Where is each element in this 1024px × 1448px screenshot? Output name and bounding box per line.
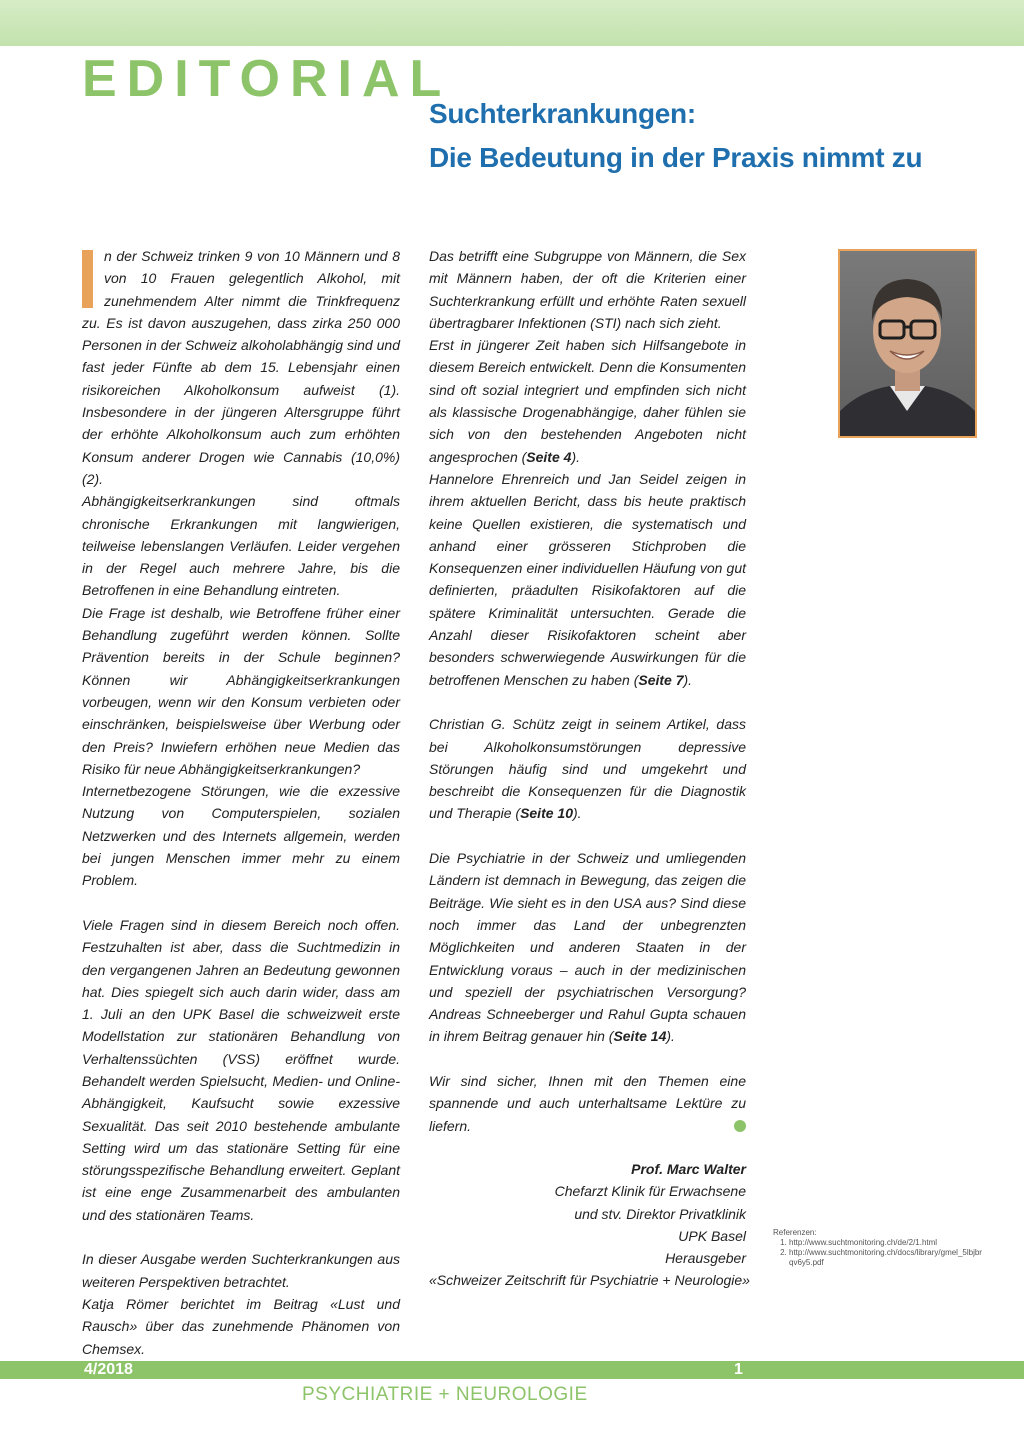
paragraph: Das betrifft eine Subgruppe von Männern, die Sex mit Männern haben, der oft die Kriterien einer Suchterkrankung erfüllt und erhöhte Raten sexuell übertragbarer Infektionen (STI) nach sich zieht. [429, 248, 746, 331]
page-reference: Seite 4 [526, 448, 572, 465]
title-line-2: Die Bedeutung in der Praxis nimmt zu [429, 142, 923, 173]
page-number: 1 [734, 1361, 743, 1378]
title-line-1: Suchterkrankungen: [429, 98, 696, 129]
author-institution: UPK Basel [678, 1227, 746, 1244]
author-role: Chefarzt Klinik für Erwachsene [554, 1183, 746, 1200]
references-heading: Referenzen: [773, 1228, 817, 1237]
paragraph: Viele Fragen sind in diesem Bereich noch offen. Festzuhalten ist aber, dass die Suchtmedizin in den vergangenen Jahren an Bedeutung gewonnen hat. Dies spiegelt sich auch darin wider, dass am 1. Juli an den UPK Basel die schweizweit erste Modellstation zur stationären Behandlung von Verhaltenssüchten (VSS) eröffnet wurde. Behandelt werden Spielsucht, Medien- und Online-Abhängigkeit, Kaufsucht sowie exzessive Sexualität. Das seit 2010 bestehende ambulante Setting wird um das stationäre Setting für eine störungsspezifische Behandlung erweitert. Geplant ist eine enge Zusammenarbeit des ambulanten und des stationären Teams. [82, 916, 400, 1223]
author-name: Prof. Marc Walter [631, 1161, 746, 1177]
reference-item[interactable]: 1. http://www.suchtmonitoring.ch/de/2/1.html [789, 1238, 983, 1248]
paragraph: Wir sind sicher, Ihnen mit den Themen eine spannende und auch unterhaltsame Lektüre zu liefern. [429, 1072, 746, 1134]
journal-footer-title: PSYCHIATRIE + NEUROLOGIE [302, 1384, 588, 1405]
paragraph: Katja Römer berichtet im Beitrag «Lust und Rausch» über das zunehmende Phänomen von Chemsex. [82, 1295, 400, 1357]
paragraph: Christian G. Schütz zeigt in seinem Artikel, dass bei Alkoholkonsumstörungen depressive Störungen häufig sind und umgekehrt und beschreibt die Konsequenzen für die Diagnostik und Therapie (Seite 10). [429, 716, 746, 822]
issue-number: 4/2018 [84, 1361, 133, 1378]
page-reference: Seite 7 [638, 671, 684, 688]
page-reference: Seite 14 [613, 1028, 667, 1045]
references-list [773, 1238, 983, 1268]
journal-name: «Schweizer Zeitschrift für Psychiatrie + Neurologie» [429, 1272, 750, 1289]
article-title [429, 92, 922, 180]
reference-item[interactable]: 2. http://www.suchtmonitoring.ch/docs/library/gmel_5lbjbrqv6y5.pdf [789, 1248, 983, 1268]
paragraph: n der Schweiz trinken 9 von 10 Männern und 8 von 10 Frauen gelegentlich Alkohol, mit zunehmendem Alter nimmt die Trinkfrequenz zu. Es ist davon auszugehen, dass zirka 250 000 Personen in der Schweiz alkoholabhängig sind und fast jeder Fünfte ab dem 15. Lebensjahr einen risikoreichen Alkoholkonsum aufweist (1). Insbesondere in der jüngeren Altersgruppe führt der erhöhte Alkoholkonsum auch zum erhöhten Konsum anderer Drogen wie Cannabis (10,0%) (2). [82, 248, 400, 487]
author-photo [838, 249, 977, 438]
paragraph: In dieser Ausgabe werden Suchterkrankungen aus weiteren Perspektiven betrachtet. [82, 1251, 400, 1290]
dropcap-letter [82, 250, 93, 308]
section-label: EDITORIAL [82, 50, 452, 108]
paragraph: Abhängigkeitserkrankungen sind oftmals chronische Erkrankungen mit langwierigen, teilweise lebenslangen Verläufen. Leider vergehen in der Regel auch mehrere Jahre, bis die Betroffenen in eine Behandlung eintreten. [82, 493, 400, 599]
paragraph: Die Psychiatrie in der Schweiz und umliegenden Ländern ist demnach in Bewegung, das zeigen die Beiträge. Wie sieht es in den USA aus? Sind diese noch immer das Land der unbegrenzten Möglichkeiten und anderen Staaten in der Entwicklung voraus – auch in der medizinischen und speziell der psychiatrischen Versorgung? Andreas Schneeberger und Rahul Gupta schauen in ihrem Beitrag genauer hin (Seite 14). [429, 850, 746, 1045]
left-column [82, 245, 400, 1360]
paragraph: Erst in jüngerer Zeit haben sich Hilfsangebote in diesem Bereich entwickelt. Denn die Konsumenten sind oft sozial integriert und empfinden sich nicht als klassische Drogenabhängige, daher fühlen sie sich von den bestehenden Angeboten nicht angesprochen (Seite 4). [429, 337, 746, 465]
page-reference: Seite 10 [520, 805, 573, 822]
middle-column [429, 245, 746, 1137]
paragraph: Internetbezogene Störungen, wie die exzessive Nutzung von Computerspielen, sozialen Netzwerken und des Internets allgemein, werden bei jungen Menschen immer mehr zu einem Problem. [82, 783, 400, 889]
references [773, 1228, 983, 1268]
footer-bar [0, 1361, 1024, 1379]
end-mark-dot [734, 1120, 746, 1132]
top-banner [0, 0, 1024, 46]
author-role: Herausgeber [665, 1250, 746, 1267]
portrait-image [840, 251, 975, 436]
paragraph: Die Frage ist deshalb, wie Betroffene früher einer Behandlung zugeführt werden können. Sollte Prävention bereits in der Schule beginnen? Können wir Abhängigkeitserkrankungen vorbeugen, wenn wir den Konsum verbieten oder einschränken, beispielsweise über Werbung oder den Preis? Inwiefern erhöhen neue Medien das Risiko für neue Abhängigkeitserkrankungen? [82, 604, 400, 777]
author-signature [429, 1158, 750, 1292]
paragraph: Hannelore Ehrenreich und Jan Seidel zeigen in ihrem aktuellen Bericht, dass bis heute praktisch keine Quellen existieren, die systematisch und anhand einer grösseren Stichproben die Konsequenzen einer individuellen Häufung von gut definierten, präadulten Risikofaktoren auf die spätere Kriminalität untersuchten. Gerade die Anzahl dieser Risikofaktoren scheint aber besonders schwerwiegende Auswirkungen für die betroffenen Menschen zu haben (Seite 7). [429, 470, 746, 688]
author-role: und stv. Direktor Privatklinik [574, 1205, 746, 1222]
